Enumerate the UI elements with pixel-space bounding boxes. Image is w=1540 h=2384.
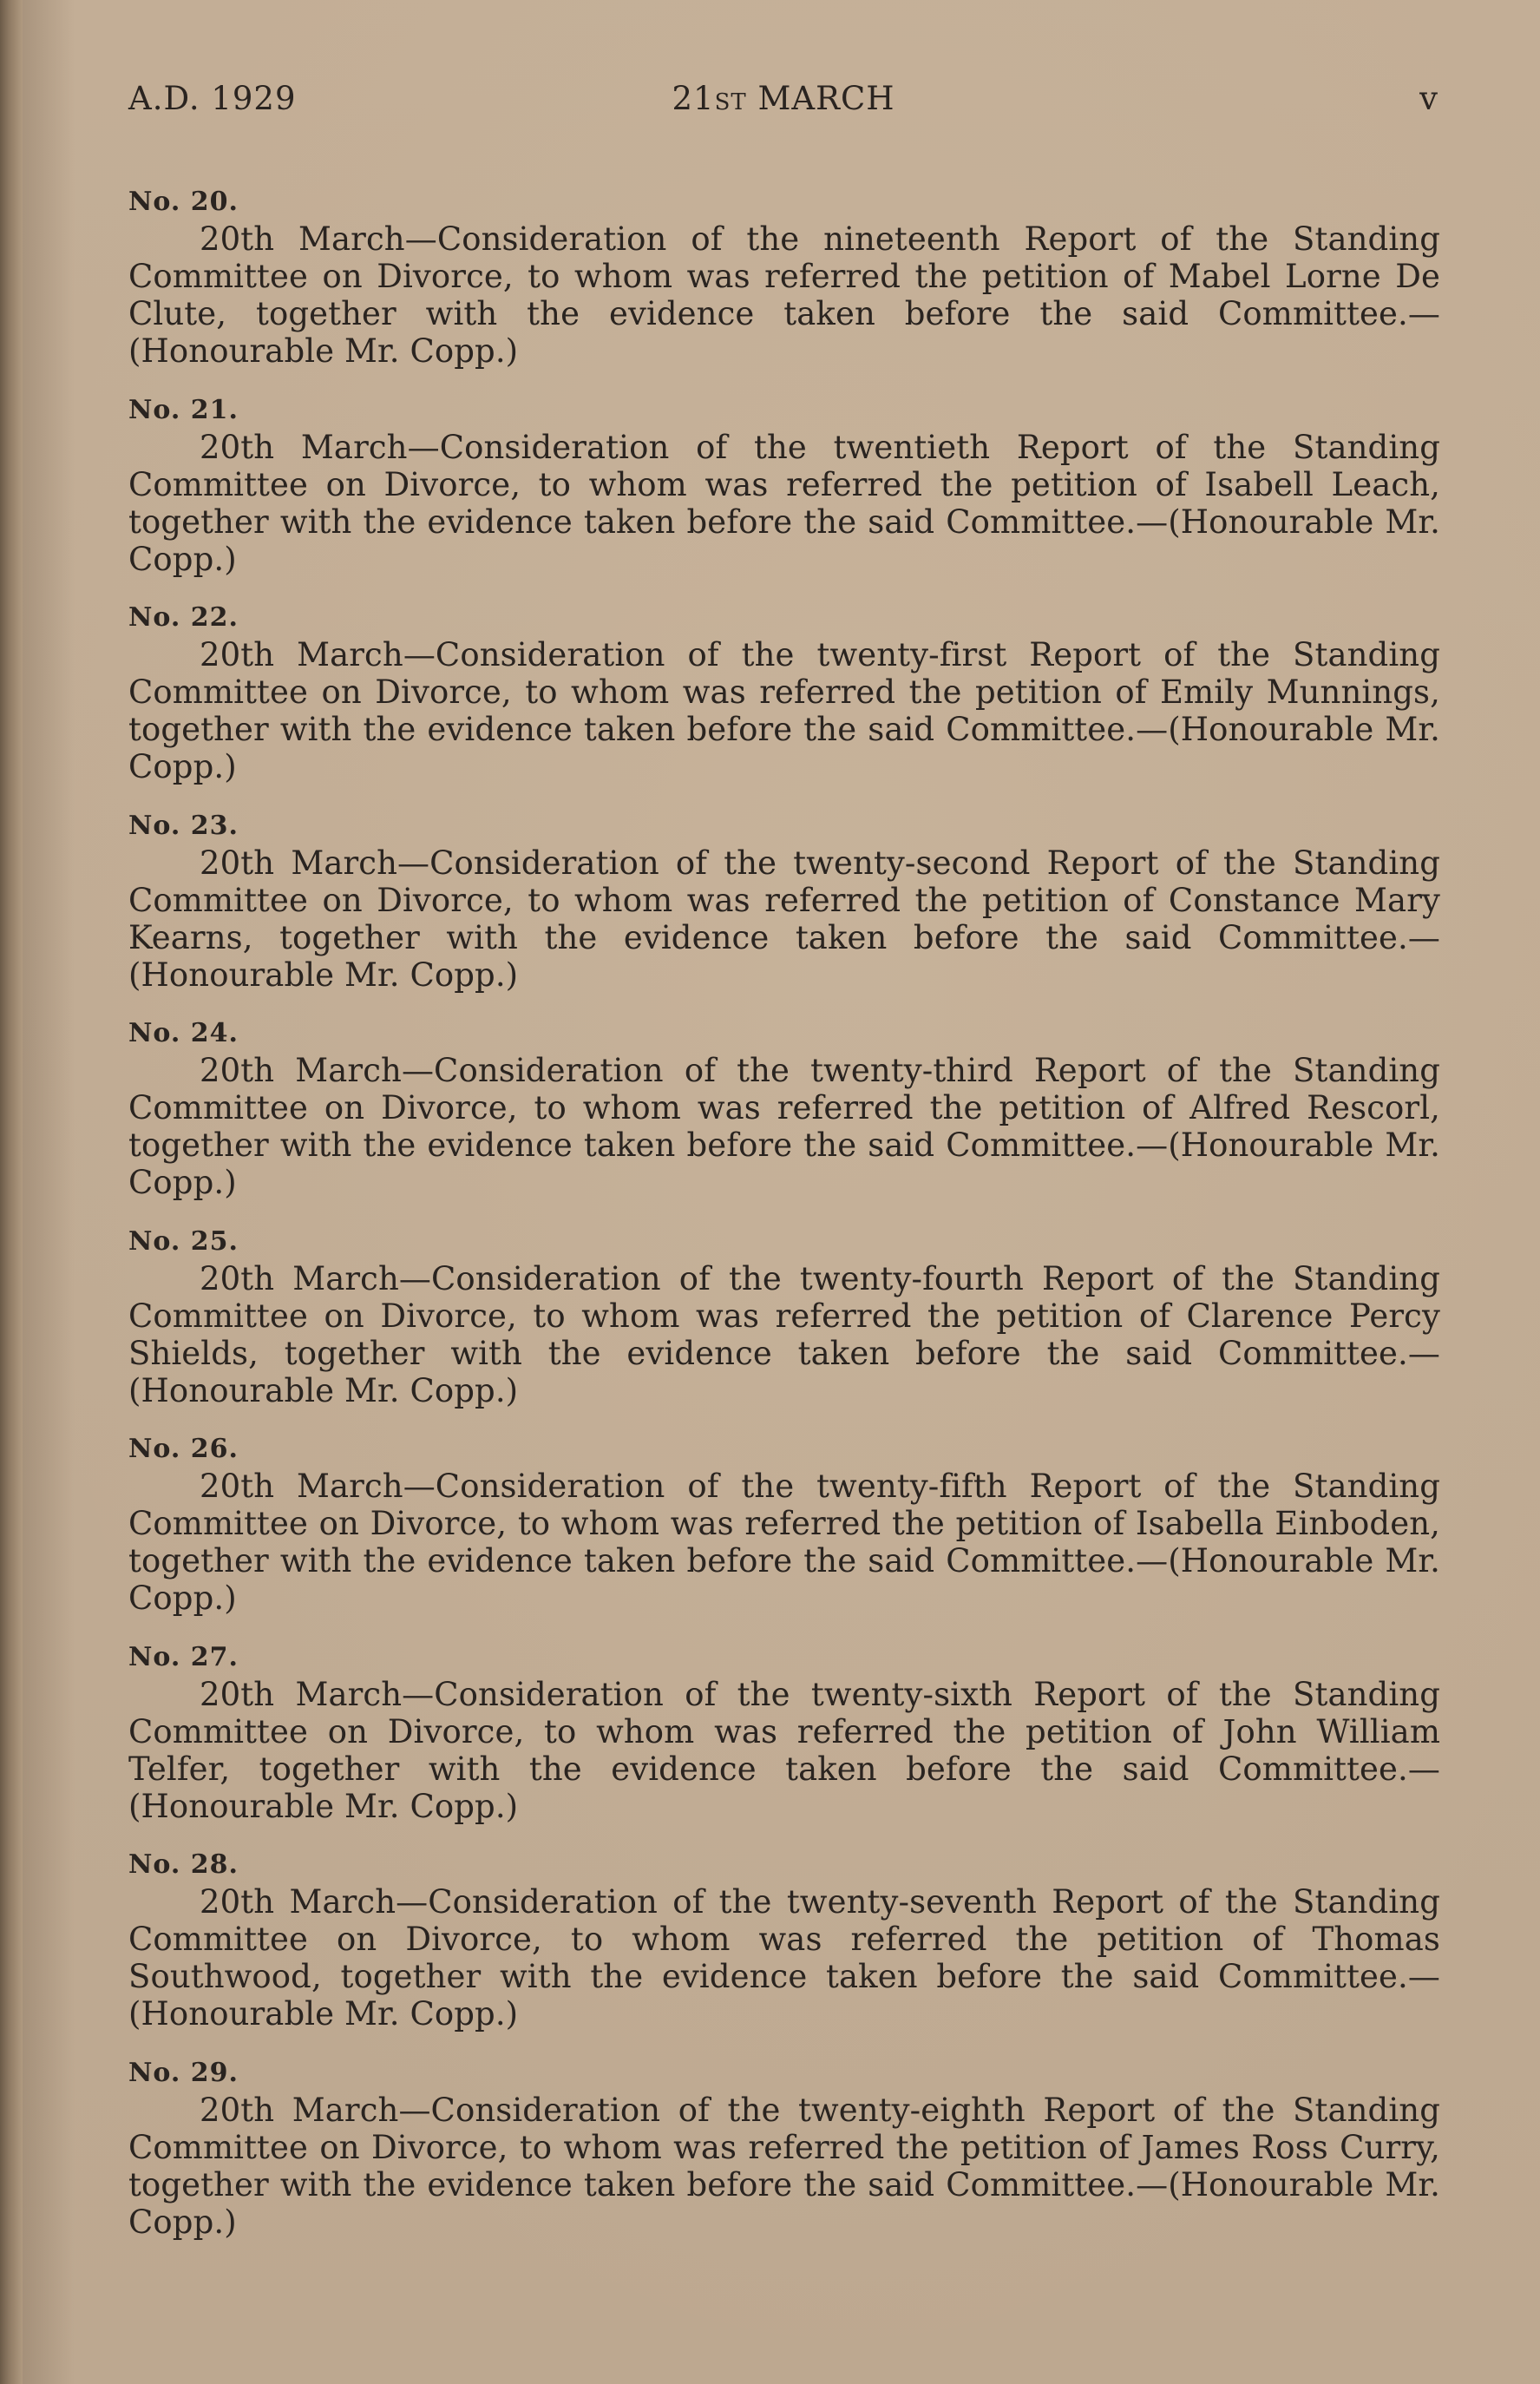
entry-item bbox=[128, 808, 1440, 1016]
entry-item bbox=[128, 184, 1440, 392]
page-binding-edge bbox=[0, 0, 23, 2384]
entry-text: 20th March—Consideration of the nineteenth Report of the Standing Committee on Divorce, to whom was referred the petition of Mabel Lorne De Clute, together with the evidence taken before the said Committee.—(Honourable Mr. Copp.) bbox=[128, 220, 1440, 370]
entry-number: No. 28. bbox=[128, 1849, 239, 1880]
entry-item bbox=[128, 1431, 1440, 1639]
entries-list bbox=[128, 184, 1440, 2263]
entry-item bbox=[128, 2055, 1440, 2263]
header-year: A.D. 1929 bbox=[128, 80, 297, 117]
entry-item bbox=[128, 600, 1440, 808]
page-binding-shadow bbox=[23, 0, 75, 2384]
entry-text: 20th March—Consideration of the twenty-fifth Report of the Standing Committee on Divorce, to whom was referred the petition of Isabella Einboden, together with the evidence taken before the said Committee.—(Honourable Mr. Copp.) bbox=[128, 1468, 1440, 1617]
entry-number: No. 21. bbox=[128, 394, 239, 425]
entry-number: No. 24. bbox=[128, 1018, 239, 1048]
entry-item bbox=[128, 1224, 1440, 1432]
entry-text: 20th March—Consideration of the twenty-third Report of the Standing Committee on Divorce, to whom was referred the petition of Alfred Rescorl, together with the evidence taken before the said Committee.—(Honourable Mr. Copp.) bbox=[128, 1052, 1440, 1201]
entry-text: 20th March—Consideration of the twenty-second Report of the Standing Committee on Divorce, to whom was referred the petition of Constance Mary Kearns, together with the evidence taken before the said Committee.—(Honourable Mr. Copp.) bbox=[128, 844, 1440, 994]
header-date-day: 21 bbox=[672, 80, 715, 117]
header-date bbox=[128, 80, 1438, 117]
entry-number: No. 22. bbox=[128, 602, 239, 633]
entry-number: No. 25. bbox=[128, 1225, 239, 1257]
entry-text: 20th March—Consideration of the twentieth Report of the Standing Committee on Divorce, to whom was referred the petition of Isabell Leach, together with the evidence taken before the said Committee.—(Honourable Mr. Copp.) bbox=[128, 428, 1440, 578]
entry-text: 20th March—Consideration of the twenty-first Report of the Standing Committee on Divorce, to whom was referred the petition of Emily Munnings, together with the evidence taken before the said Committee.—(Honourable Mr. Copp.) bbox=[128, 636, 1440, 785]
header-date-suffix: st bbox=[714, 80, 747, 117]
entry-text: 20th March—Consideration of the twenty-eighth Report of the Standing Committee on Divorce, to whom was referred the petition of James Ross Curry, together with the evidence taken before the said Committee.—(Honourable Mr. Copp.) bbox=[128, 2091, 1440, 2241]
entry-number: No. 23. bbox=[128, 810, 239, 841]
entry-item bbox=[128, 392, 1440, 601]
header-page-number: v bbox=[1419, 80, 1438, 117]
entry-text: 20th March—Consideration of the twenty-sixth Report of the Standing Committee on Divorce, to whom was referred the petition of John William Telfer, together with the evidence taken before the said Committee.—(Honourable Mr. Copp.) bbox=[128, 1675, 1440, 1825]
entry-number: No. 29. bbox=[128, 2057, 239, 2088]
header-date-month: MARCH bbox=[746, 80, 895, 117]
entry-item bbox=[128, 1639, 1440, 1848]
entry-text: 20th March—Consideration of the twenty-fourth Report of the Standing Committee on Divorce, to whom was referred the petition of Clarence Percy Shields, together with the evidence taken before the said Committee.—(Honourable Mr. Copp.) bbox=[128, 1259, 1440, 1409]
entry-number: No. 26. bbox=[128, 1434, 239, 1464]
entry-item bbox=[128, 1847, 1440, 2055]
entry-text: 20th March—Consideration of the twenty-seventh Report of the Standing Committee on Divorce, to whom was referred the petition of Thomas Southwood, together with the evidence taken before the said Committee.—(Honourable Mr. Copp.) bbox=[128, 1883, 1440, 2033]
page-header bbox=[128, 80, 1438, 123]
entry-number: No. 20. bbox=[128, 187, 239, 217]
entry-item bbox=[128, 1015, 1440, 1224]
entry-number: No. 27. bbox=[128, 1641, 239, 1672]
